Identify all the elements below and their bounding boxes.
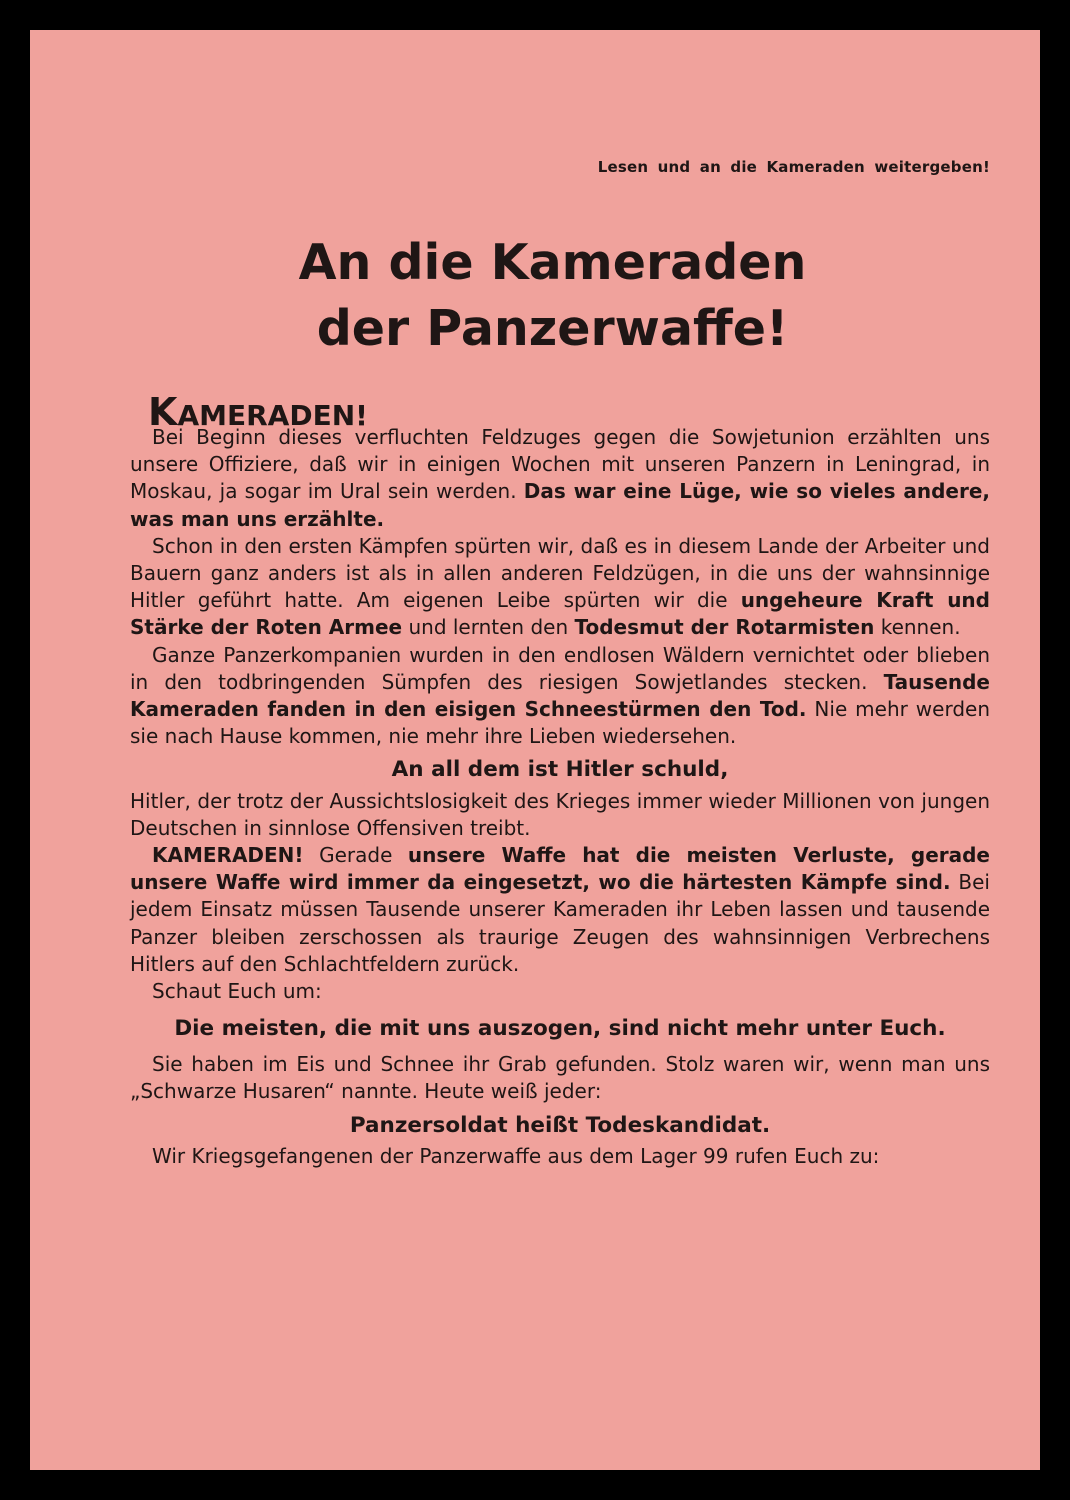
body-text bbox=[130, 424, 990, 1170]
paragraph-1-emphasis: Das war eine Lüge, wie so vieles andere, was man uns erzählte. bbox=[130, 479, 990, 531]
paragraph-2 bbox=[130, 533, 990, 642]
paragraph-1-text: Bei Beginn dieses verfluchten Feldzuges gegen die Sowjetunion erzählten uns unsere Offiziere, daß wir in einigen Wochen mit unseren Panzern in Leningrad, in Moskau, ja sogar im Ural sein werden. bbox=[130, 425, 990, 504]
paragraph-3-emphasis: Tausende Kameraden fanden in den eisigen Schneestürmen den Tod. bbox=[130, 669, 990, 722]
paragraph-3-text-b: Nie mehr werden sie nach Hause kommen, nie mehr ihre Lieben wiedersehen. bbox=[130, 697, 990, 749]
paragraph-2-emphasis-b: Todesmut der Rotarmisten bbox=[574, 615, 875, 640]
paragraph-8: Wir Kriegsgefangenen der Panzerwaffe aus dem Lager 99 rufen Euch zu: bbox=[152, 1143, 880, 1168]
paragraph-2-text-b: und lernten den bbox=[402, 615, 575, 640]
paragraph-5-text-b: Bei jedem Einsatz müssen Tausende unserer Kameraden ihr Leben lassen und tausende Panzer bleiben zerschossen als traurige Zeugen des wahnsinnigen Verbrechens Hitlers auf den Schlachtfeldern zurück. bbox=[130, 870, 990, 976]
paragraph-3-text-a: Ganze Panzerkompanien wurden in den endlosen Wäldern vernichtet oder blieben in den todbringenden Sümpfen des riesigen Sowjetlandes stecken. bbox=[130, 642, 990, 694]
paragraph-5-emphasis: unsere Waffe hat die meisten Verluste, gerade unsere Waffe wird immer da eingesetzt, wo die härtesten Kämpfe sind. bbox=[130, 843, 990, 895]
paragraph-5-salutation: KAMERADEN! bbox=[152, 843, 304, 868]
paragraph-1 bbox=[130, 424, 990, 533]
paragraph-2-text-a: Schon in den ersten Kämpfen spürten wir, daß es in diesem Lande der Arbeiter und Bauern ganz anders ist als in allen anderen Feldzügen, in die uns der wahnsinnige Hitler geführt hatte. Am eigenen Leibe spürten wir die bbox=[130, 533, 990, 613]
salutation-rest: AMERADEN! bbox=[177, 399, 368, 432]
paragraph-5 bbox=[130, 842, 990, 978]
headline-line-1: An die Kameraden bbox=[298, 234, 807, 291]
paragraph-7: Sie haben im Eis und Schnee ihr Grab gefunden. Stolz waren wir, wenn man uns „Schwarze Husaren“ nannte. Heute weiß jeder: bbox=[130, 1052, 990, 1104]
heading-die-meisten: Die meisten, die mit uns auszogen, sind nicht mehr unter Euch. bbox=[174, 1016, 946, 1042]
paragraph-3 bbox=[130, 642, 990, 751]
leaflet-page bbox=[30, 30, 1040, 1470]
paragraph-2-text-c: kennen. bbox=[874, 615, 961, 640]
paragraph-6: Schaut Euch um: bbox=[152, 979, 322, 1004]
headline-line-2: der Panzerwaffe! bbox=[316, 300, 789, 357]
heading-hitler-schuld: An all dem ist Hitler schuld, bbox=[391, 757, 729, 783]
top-note: Lesen und an die Kameraden weitergeben! bbox=[597, 158, 990, 176]
paragraph-5-text-a: Gerade bbox=[303, 843, 408, 868]
headline bbox=[130, 230, 975, 362]
heading-todeskandidat: Panzersoldat heißt Todeskandidat. bbox=[349, 1112, 771, 1138]
paragraph-2-emphasis-a: ungeheure Kraft und Stärke der Roten Armee bbox=[130, 588, 990, 640]
salutation-initial: K bbox=[148, 390, 178, 434]
paragraph-4: Hitler, der trotz der Aussichtslosigkeit des Krieges immer wieder Millionen von jungen Deutschen in sinnlose Offensiven treibt. bbox=[130, 788, 990, 840]
